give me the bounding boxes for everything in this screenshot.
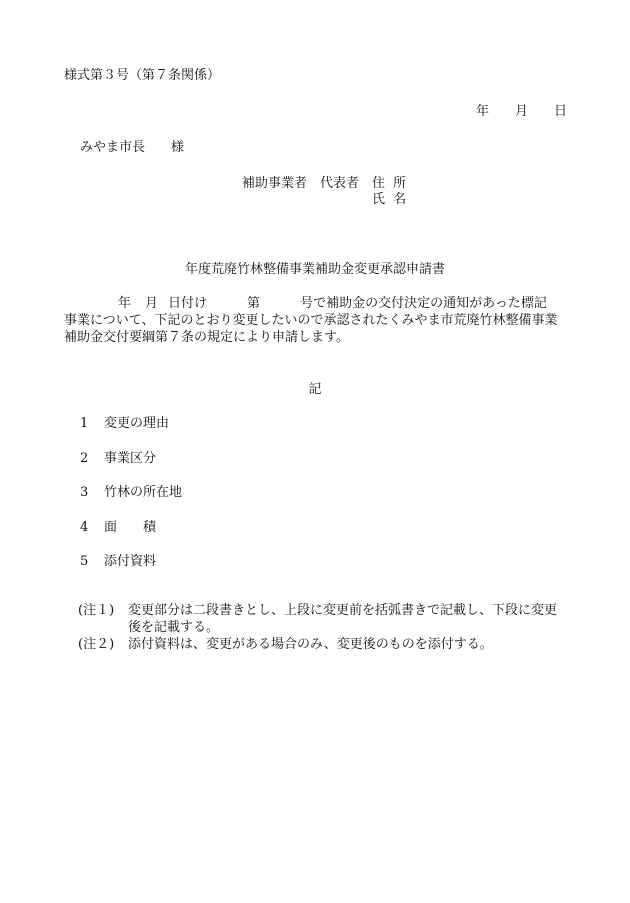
applicant-name-label: 氏 名 — [372, 192, 409, 207]
item-list — [80, 416, 182, 589]
item-label-part-a: 面 — [104, 519, 118, 535]
document-title: 年度荒廃竹林整備事業補助金変更承認申請書 — [184, 262, 445, 277]
body-line1-rest: 号で補助金の交付決定の通知があった標記 — [300, 296, 547, 311]
list-item — [80, 451, 182, 486]
applicant-role: 補助事業者 代表者 — [242, 176, 360, 191]
item-number: 2 — [80, 450, 89, 466]
body-line-2: 事業について、下記のとおり変更したいので承認されたくみやま市荒廃竹林整備事業 — [64, 312, 558, 328]
item-number: 5 — [80, 554, 89, 569]
date-line — [476, 104, 567, 121]
item-label: 事業区分 — [104, 450, 157, 466]
note-2 — [78, 637, 583, 654]
list-item — [80, 554, 182, 589]
date-month-label: 月 — [514, 104, 528, 119]
note-text: 変更部分は二段書きとし、上段に変更前を括弧書きで記載し、下段に変更 — [128, 603, 558, 618]
body-year: 年 — [118, 296, 132, 311]
addressee-honorific: 様 — [171, 140, 185, 155]
item-number: 1 — [80, 416, 89, 431]
body-line-1 — [64, 296, 569, 313]
item-label: 竹林の所在地 — [104, 485, 183, 500]
date-year-label: 年 — [475, 104, 489, 119]
notes-block — [78, 603, 583, 654]
list-item — [80, 520, 182, 555]
addressee-name: みやま市長 — [80, 140, 146, 155]
ki-heading: 記 — [308, 382, 322, 397]
note-text-continued: 後を記載する。 — [128, 619, 220, 635]
item-number: 3 — [80, 485, 89, 500]
body-line-3: 補助金交付要綱第７条の規定により申請します。 — [64, 329, 349, 345]
item-label: 添付資料 — [104, 554, 157, 569]
body-day-ref: 日付け — [168, 296, 208, 311]
addressee — [80, 140, 184, 157]
list-item — [80, 416, 182, 451]
date-day-label: 日 — [553, 104, 567, 119]
item-number: 4 — [80, 519, 89, 535]
body-month: 月 — [145, 296, 159, 311]
note-text: 添付資料は、変更がある場合のみ、変更後のものを添付する。 — [128, 636, 493, 652]
body-paragraph — [64, 296, 569, 347]
body-dai: 第 — [247, 296, 261, 311]
note-tag: (注１) — [78, 603, 115, 618]
applicant-address-label: 住 所 — [372, 176, 409, 191]
list-item — [80, 485, 182, 520]
note-1 — [78, 603, 583, 637]
note-tag: (注２) — [78, 636, 115, 652]
form-number: 様式第３号（第７条関係） — [64, 68, 221, 83]
item-label: 変更の理由 — [104, 416, 170, 431]
item-label-part-b: 積 — [143, 519, 157, 535]
applicant-block — [242, 176, 408, 193]
